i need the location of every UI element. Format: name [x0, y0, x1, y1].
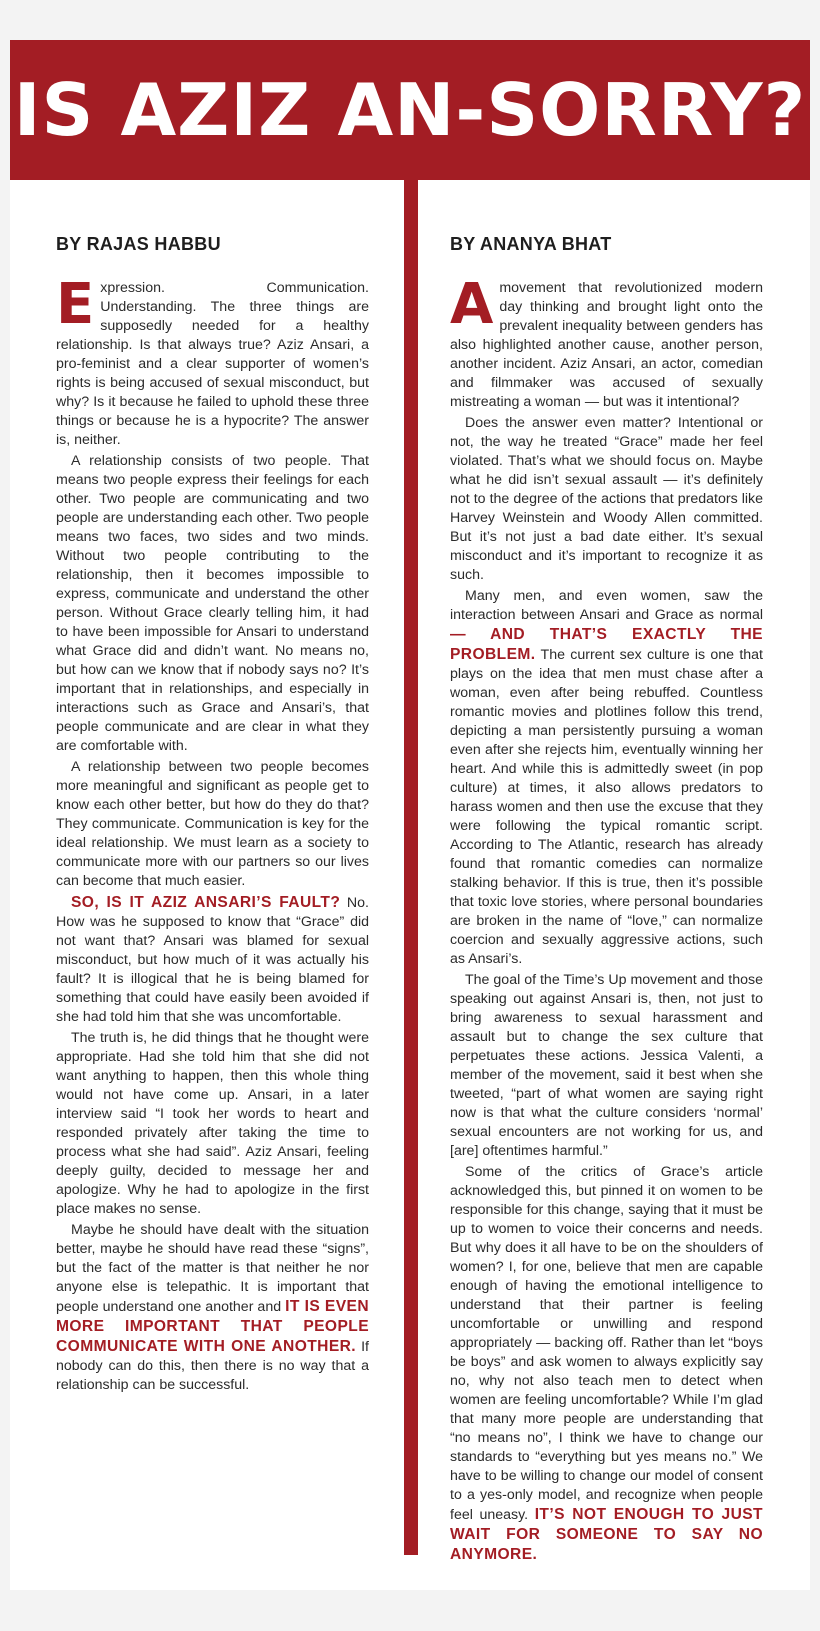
left-paragraph-2: A relationship consists of two people. That means two people express their feelings for each other. Two people are communicating and two people are understanding each other. Two people means two faces, two sides and two minds. Without two people contributing to the relationship, then it becomes impossible to express, communicate and understand the other person. Without Grace clearly telling him, it had to have been impossible for Ansari to understand what Grace did and didn’t want. No means no, but how can we know that if nobody says no? It’s important that in relationships, and especially in interactions such as Grace and Ansari’s, that people communicate and are clear in what they are comfortable with. [56, 453, 369, 754]
article-page [10, 40, 810, 1590]
left-pull-quote-2: IT IS EVEN MORE IMPORTANT THAT PEOPLE COMMUNICATE WITH ONE ANOTHER. [56, 1298, 369, 1355]
left-byline: BY RAJAS HABBU [56, 234, 221, 254]
right-byline: BY ANANYA BHAT [450, 234, 612, 254]
left-paragraph-3: A relationship between two people becomes more meaningful and significant as people get to know each other better, but how do they do that? They communicate. Communication is key for the ideal relationship. We must learn as a society to communicate more with our partners so our lives can become that much easier. [56, 759, 369, 889]
left-drop-cap: E [56, 272, 95, 337]
right-pull-quote-1: — AND THAT’S EXACTLY THE PROBLEM. [450, 626, 763, 663]
left-paragraph-5: The truth is, he did things that he thought were appropriate. Had she told him that she did not want anything to happen, then this whole thing would not have come up. Ansari, in a later interview said “I took her words to heart and responded privately after taking the time to process what she had said”. Aziz Ansari, feeling deeply guilty, decided to message her and apologize. Why he had to apologize in the first place makes no sense. [56, 1030, 369, 1217]
right-paragraph-3-text-pre: Many men, and even women, saw the interaction between Ansari and Grace as normal [450, 588, 763, 623]
headline: IS AZIZ AN-SORRY? [13, 68, 807, 152]
left-paragraph-4 [56, 893, 369, 1027]
right-paragraph-4: The goal of the Time’s Up movement and those speaking out against Ansari is, then, not just to bring awareness to sexual harassment and assault but to change the sex culture that perpetuates these actions. Jessica Valenti, a member of the movement, said it best when she tweeted, “part of what women are saying right now is that what the culture considers ‘normal’ sexual encounters are not working for us, and [are] oftentimes harmful.” [450, 972, 763, 1159]
left-column [56, 185, 369, 1397]
right-drop-cap: A [450, 272, 494, 337]
left-paragraph-6-text-pre: Maybe he should have dealt with the situation better, maybe he should have read these “signs”, but the fact of the matter is that neither he nor anyone else is telepathic. It is important that people understand one another and [56, 1222, 369, 1315]
left-paragraph-1-text: xpression. Communication. Understanding. The three things are supposedly needed for a healthy relationship. Is that always true? Aziz Ansari, a pro-feminist and a clear supporter of women’s rights is being accused of sexual misconduct, but why? Is it because he failed to uphold these three things or because he is a hypocrite? The answer is, neither. [56, 280, 369, 448]
right-paragraph-1 [450, 272, 763, 412]
right-pull-quote-2: IT’S NOT ENOUGH TO JUST WAIT FOR SOMEONE TO SAY NO ANYMORE. [450, 1506, 763, 1563]
right-paragraph-1-text: movement that revolutionized modern day thinking and brought light onto the prevalent inequality between genders has also highlighted another cause, another person, another incident. Aziz Ansari, an actor, comedian and filmmaker was accused of sexually mistreating a woman — but was it intentional? [450, 280, 763, 410]
left-paragraph-6 [56, 1221, 369, 1395]
right-paragraph-3 [450, 587, 763, 969]
right-paragraph-5 [450, 1163, 763, 1565]
right-paragraph-5-text: Some of the critics of Grace’s article acknowledged this, but pinned it on women to be responsible for this change, saying that it must be up to women to voice their concerns and needs. But why does it all have to be on the shoulders of women? I, for one, believe that men are capable enough of having the emotional intelligence to understand that their partner is feeling uncomfortable or unwilling and respond appropriately — backing off. Rather than let “boys be boys” and ask women to always explicitly say no, why not also teach men to detect when women are feeling uncomfortable? While I’m glad that many more people are understanding that “no means no”, I think we have to change our standards to “everything but yes means no.” We have to be willing to change our model of consent to a yes-only model, and recognize when people feel uneasy. [450, 1164, 763, 1523]
right-paragraph-3-text-post: The current sex culture is one that plays on the idea that men must chase after a woman, even after being rebuffed. Countless romantic movies and plotlines follow this trend, depicting a man persistently pursuing a woman even after she rejects him, eventually winning her heart. And while this is admittedly sweet (in pop culture) at times, it also allows predators to harass women and then use the excuse that they were following the typical romantic script. According to The Atlantic, research has already found that romantic comedies can normalize stalking behavior. If this is true, then it’s possible that toxic love stories, where personal boundaries are broken in the name of “love,” can normalize coercion and sexually aggressive actions, such as Ansari’s. [450, 647, 763, 967]
headline-banner [10, 40, 810, 180]
column-divider [404, 180, 418, 1555]
right-column [450, 185, 763, 1567]
left-paragraph-1 [56, 272, 369, 450]
left-pull-quote-1: SO, IS IT AZIZ ANSARI’S FAULT? [71, 894, 341, 911]
right-paragraph-2: Does the answer even matter? Intentional or not, the way he treated “Grace” made her feel violated. That’s what we should focus on. Maybe what he did isn’t sexual assault — it’s definitely not to the degree of the actions that predators like Harvey Weinstein and Woody Allen committed. But it’s not just a bad date either. It’s sexual misconduct and it’s important to recognize it as such. [450, 415, 763, 583]
left-paragraph-6-text-post: If nobody can do this, then there is no way that a relationship can be successful. [56, 1339, 369, 1393]
left-paragraph-4-text: No. How was he supposed to know that “Grace” did not want that? Ansari was blamed for sexual misconduct, but how much of it was actually his fault? It is illogical that he is being blamed for something that could have easily been avoided if she had told him that she was uncomfortable. [56, 895, 369, 1025]
